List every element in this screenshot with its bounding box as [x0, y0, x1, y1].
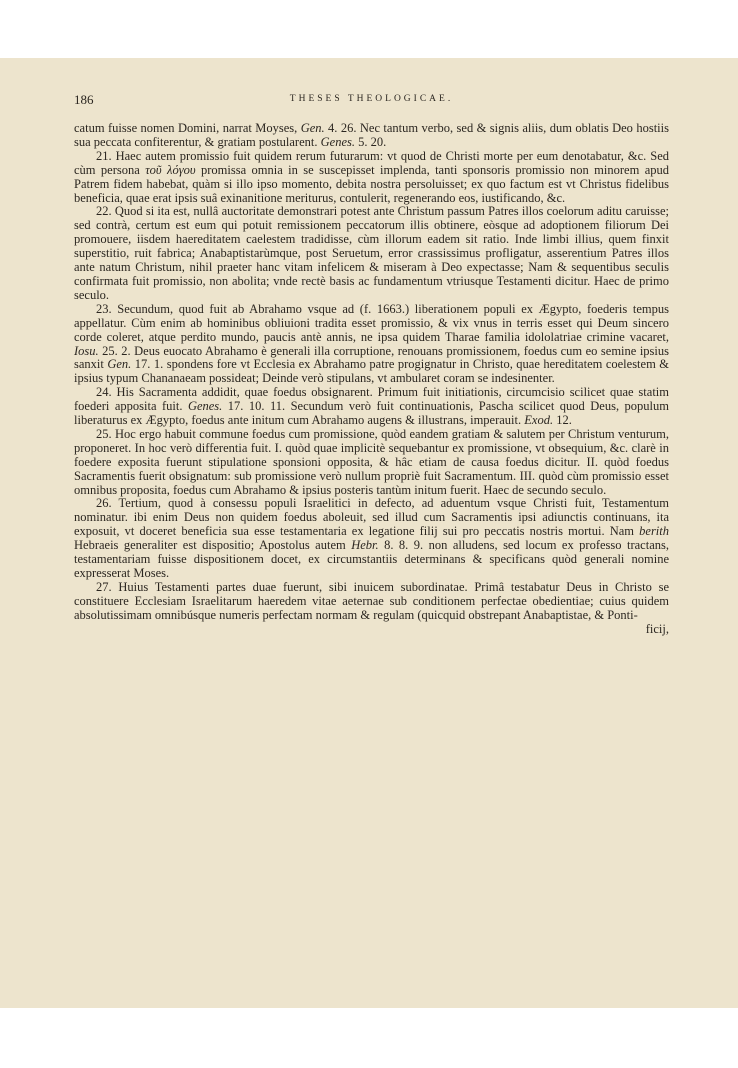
body-text — [74, 122, 669, 637]
paragraph-27: 27. Huius Testamenti partes duae fuerunt, sibi inuicem subordinatae. Primâ testabatur Deus in Christo se constituere Ecclesiam Israelitarum haeredem vitae aeternae sub conditionem perfectae obedientiae; cuius quidem absolutissimam omnibúsque numeris perfectam normam & regulam (quicquid obstrepant Anabaptistae, & Ponti- — [74, 579, 669, 622]
running-header — [74, 92, 669, 110]
greek-term: τοῦ λόγου — [145, 162, 196, 177]
citation: Genes. — [320, 134, 355, 149]
paragraph-22: 22. Quod si ita est, nullâ auctoritate demonstrari potest ante Christum passum Patres illos coelorum aditu caruisse; sed contrà, certum est eum qui potuit remissionem peccatorum illis obtinere, eòsque ad adoptionem filiorum Dei promouere, iisdem haereditatem caelestem tradidisse, cùm illorum eadem sit ratio. Inde limbi illius, quem finxit superstitio, ruit fabrica; Anabaptistarùmque, post Seruetum, error crassissimus profligatur, asserentium Patres illos ante natum Christum, nihil praeter hanc vitam infelicem & miseram à Deo expectasse; Nam & sequentibus seculis confirmata fuit promissio, non abolita; vnde rectè basis ac fundamentum vtriusque Testamenti dicitur. Haec de primo seculo. — [74, 204, 669, 302]
paragraph-25: 25. Hoc ergo habuit commune foedus cum promissione, quòd eandem gratiam & salutem per Christum venturum, proponeret. In hoc verò differentia fuit. I. quòd quae implicitè sequebantur ex promissione, vt obsequium, &c. clarè in foedere exposita fuerunt stipulatione sponsioni opposita, & hâc etiam de causa foedus dicitur. II. quòd foedus Sacramentis fuerit obsignatum: sub promissione verò nullum propriè fuit Sacramentum. III. quòd cùm promissio esset omnibus proposita, foedus cum Abrahamo & ipsius posteris tantùm initum fuerit. Haec de secundo seculo. — [74, 426, 669, 497]
running-title: THESES THEOLOGICAE. — [289, 94, 454, 104]
paragraph-23: 23. Secundum, quod fuit ab Abrahamo vsque ad (f. 1663.) liberationem populi ex Ægypto, foederis tempus appellatur. Cùm enim ab hominibus obliuioni tradita esset promissio, & vix vnus in terris esset qui Deum sincero corde coleret, atque perdito mundo, paucis antè annis, ne ipsa quidem Tharae familia idololatriae crimine vacaret, Iosu. 25. 2. Deus euocato Abrahamo è generali illa corruptione, renouans promissionem, foedus cum eo semine ipsius sanxit Gen. 17. 1. spondens fore vt Ecclesia ex Abrahamo patre progignatur in Christo, quae hereditatem coelestem & ipsius typum Chananaeam possideat; Deinde verò stipulans, vt ambularet coram se indesinenter. — [74, 301, 669, 386]
citation: Hebr. — [351, 538, 379, 553]
paragraph-21: 21. Haec autem promissio fuit quidem rerum futurarum: vt quod de Christi morte per eum denotabatur, &c. Sed cùm persona τοῦ λόγου promissa omnia in se suscepisset implenda, tanti sponsoris promissio non minorem apud Patrem fidem habebat, quàm si illo ipso momento, debita nostra persoluisset; ex quo factum est vt Christus fidelibus beneficia, quae erat ipsis suâ exinanitione meriturus, contulerit, regenerando eos, iustificando, &c. — [74, 148, 669, 205]
hebrew-term: berith — [639, 524, 669, 539]
catchword: ficij, — [645, 621, 669, 636]
paragraph-24: 24. His Sacramenta addidit, quae foedus obsignarent. Primum fuit initiationis, circumcisio scilicet quae statim foederi apposita fuit. Genes. 17. 10. 11. Secundum verò fuit continuationis, Pascha scilicet quod Deus, populum liberaturus ex Ægypto, foedus ante initum cum Abrahamo augens & illustrans, imperauit. Exod. 12. — [74, 385, 669, 428]
paragraph-26: 26. Tertium, quod à consessu populi Israelitici in defecto, ad aduentum vsque Christi fuit, Testamentum nominatur. ibi enim Deus non quidem foedus aboleuit, sed illud cum Sacramentis ipsi adiunctis continuans, ita exposuit, vt doceret beneficia sua esse testamentaria ex legatione filij sui pro peccatis nostris mortui. Nam berith Hebraeis generaliter est dispositio; Apostolus autem Hebr. 8. 8. 9. non alludens, sed locum ex professo tractans, testamentariam fuisse dispositionem docet, ex circumstantiis determinans & specificans quòd generali nomine expresserat Moses. — [74, 496, 669, 580]
citation: Gen. — [300, 121, 325, 135]
citation: Genes. — [187, 399, 223, 414]
page-number: 186 — [74, 92, 94, 107]
citation: Exod. — [524, 413, 554, 428]
citation: Gen. — [107, 357, 132, 372]
paragraph-20: catum fuisse nomen Domini, narrat Moyses, Gen. 4. 26. Nec tantum verbo, sed & signis aliis, dum oblatis Deo hostiis sua peccata confiterentur, & gratiam postularent. Genes. 5. 20. — [74, 121, 669, 149]
citation: Iosu. — [74, 343, 99, 358]
